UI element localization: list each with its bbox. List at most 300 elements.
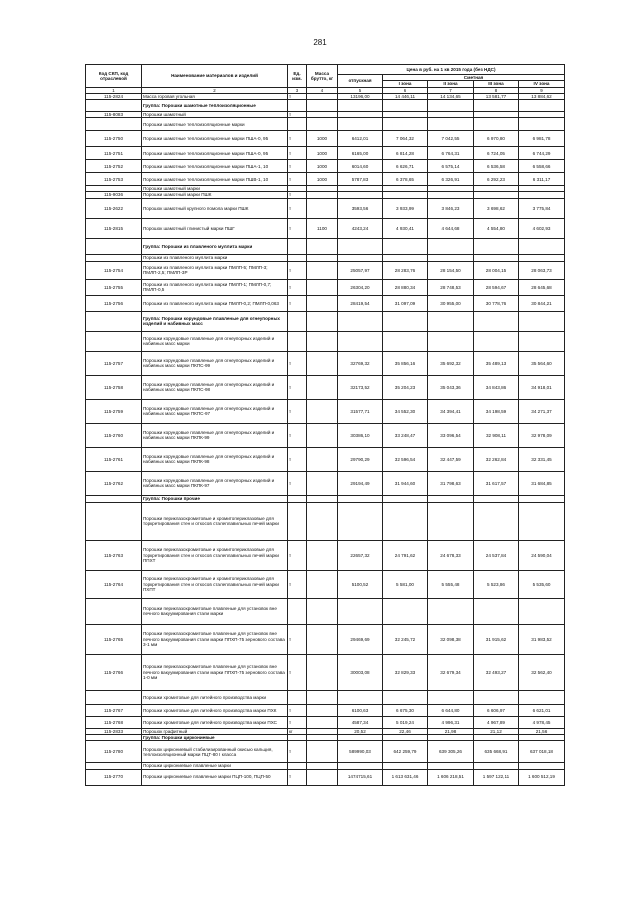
header-unit: Ед. изм. <box>288 65 307 88</box>
price-zone-4: 6 311,17 <box>519 173 565 186</box>
price-release: 26304,20 <box>338 279 383 295</box>
item-code <box>86 495 142 502</box>
item-name: Порошки из плавленого муллита марки <box>142 254 288 261</box>
price-zone-4: 34 918,01 <box>519 375 565 399</box>
item-unit: т <box>288 192 307 198</box>
item-code <box>86 311 142 331</box>
price-zone-4 <box>519 331 565 351</box>
item-code: 115-2753 <box>86 173 142 186</box>
header-name: Наименование материалов и изделий <box>142 65 288 88</box>
item-unit: т <box>288 198 307 218</box>
price-zone-2: 28 154,50 <box>428 261 474 279</box>
price-zone-2 <box>428 502 474 540</box>
item-name: Порошки хромитовые для литейного производства марки ПХК <box>142 704 288 716</box>
price-zone-3: 4 967,89 <box>474 716 519 728</box>
item-name: Порошки периклазохромитовые плавленые для установок вне печного вакуумирования стали марки ППХП-75 зернового состава 1-0 мм <box>142 654 288 690</box>
price-zone-3: 6 606,97 <box>474 704 519 716</box>
table-row <box>86 769 565 785</box>
price-zone-1: 22,46 <box>383 728 428 734</box>
price-release: 20,52 <box>338 728 383 734</box>
item-name: Порошок графитный <box>142 728 288 734</box>
price-zone-4: 5 535,60 <box>519 570 565 598</box>
price-zone-4: 6 621,01 <box>519 704 565 716</box>
item-mass <box>307 741 338 763</box>
table-row <box>86 654 565 690</box>
item-code: 115-2755 <box>86 279 142 295</box>
price-zone-2: 14 134,65 <box>428 93 474 99</box>
item-mass <box>307 471 338 495</box>
item-mass: 1000 <box>307 173 338 186</box>
table-row <box>86 447 565 471</box>
col-index: 2 <box>142 87 288 93</box>
group-row <box>86 238 565 254</box>
price-zone-3: 13 581,77 <box>474 93 519 99</box>
price-zone-3: 35 489,13 <box>474 351 519 375</box>
price-zone-1: 4 930,41 <box>383 218 428 238</box>
price-zone-4: 3 775,84 <box>519 198 565 218</box>
col-index: 4 <box>307 87 338 93</box>
item-code: 115-2768 <box>86 716 142 728</box>
price-zone-4 <box>519 118 565 131</box>
item-unit: т <box>288 147 307 160</box>
item-code <box>86 238 142 254</box>
price-zone-1: 6 626,71 <box>383 160 428 173</box>
item-mass <box>307 99 338 111</box>
item-code: 115-2756 <box>86 295 142 311</box>
price-zone-3: 6 724,05 <box>474 147 519 160</box>
price-zone-3: 34 843,86 <box>474 375 519 399</box>
price-zone-4 <box>519 99 565 111</box>
price-zone-4 <box>519 254 565 261</box>
table-row <box>86 716 565 728</box>
price-zone-4: 21,56 <box>519 728 565 734</box>
group-row <box>86 99 565 111</box>
price-release <box>338 598 383 624</box>
price-zone-2 <box>428 254 474 261</box>
item-name: Порошки корундовые плавленые для огнеупорных изделий и набивных масс марки ПКПС-99 <box>142 351 288 375</box>
item-unit <box>288 99 307 111</box>
item-mass <box>307 198 338 218</box>
col-index: 7 <box>428 87 474 93</box>
item-name: Порошки корундовые плавленые для огнеупорных изделий и набивных масс марки ПКПК-98 <box>142 447 288 471</box>
item-code: 115-2752 <box>86 160 142 173</box>
item-unit: т <box>288 704 307 716</box>
price-zone-3 <box>474 99 519 111</box>
item-name: Группа: Порошки из плавленого муллита марки <box>142 238 288 254</box>
group-row <box>86 495 565 502</box>
price-zone-1 <box>383 598 428 624</box>
header-zone-2: II зона <box>428 81 474 87</box>
price-zone-2: 34 394,41 <box>428 399 474 423</box>
price-zone-3 <box>474 495 519 502</box>
item-name: Порошки шамотные теплоизоляционные марки ПША-1, 10 <box>142 160 288 173</box>
item-name: Порошки корундовые плавленые для огнеупорных изделий и набивных масс марки ПКПС-97 <box>142 399 288 423</box>
item-mass <box>307 238 338 254</box>
item-unit <box>288 502 307 540</box>
price-zone-1: 32 245,72 <box>383 624 428 654</box>
item-name: Порошки из плавленого муллита марки ПМЛП-1; ПМЛП-0,7; ПМЛП-0,5 <box>142 279 288 295</box>
price-zone-4: 4 978,45 <box>519 716 565 728</box>
item-unit: т <box>288 261 307 279</box>
price-zone-2: 30 955,00 <box>428 295 474 311</box>
item-unit <box>288 118 307 131</box>
item-name: Группа: Порошки циркониевые <box>142 735 288 741</box>
item-name: Порошки шамотные теплоизоляционные марки ПША-0, 95 <box>142 147 288 160</box>
item-name: Масса горовая угольная <box>142 93 288 99</box>
col-index: 5 <box>338 87 383 93</box>
item-code: 115-2757 <box>86 351 142 375</box>
item-name: Порошки корундовые плавленые для огнеупорных изделий и набивных масс марки <box>142 331 288 351</box>
item-name: Порошки шамотные теплоизоляционные марки ПША-0, 95 <box>142 131 288 147</box>
item-unit: т <box>288 471 307 495</box>
table-row <box>86 261 565 279</box>
item-code <box>86 502 142 540</box>
item-code: 115-2764 <box>86 570 142 598</box>
item-code: 115-2622 <box>86 198 142 218</box>
price-zone-3: 32 908,11 <box>474 423 519 447</box>
price-zone-2 <box>428 311 474 331</box>
table-row <box>86 173 565 186</box>
item-mass <box>307 254 338 261</box>
price-zone-2: 1 606 218,51 <box>428 769 474 785</box>
item-unit <box>288 690 307 704</box>
price-zone-2: 6 326,91 <box>428 173 474 186</box>
table-row <box>86 399 565 423</box>
price-zone-3 <box>474 311 519 331</box>
item-unit: т <box>288 624 307 654</box>
table-row <box>86 295 565 311</box>
price-zone-2 <box>428 99 474 111</box>
item-name: Группа: Порошки прочие <box>142 495 288 502</box>
price-zone-1: 32 829,33 <box>383 654 428 690</box>
price-zone-3 <box>474 331 519 351</box>
item-unit <box>288 311 307 331</box>
price-release: 13196,00 <box>338 93 383 99</box>
price-zone-1: 31 944,60 <box>383 471 428 495</box>
table-row <box>86 351 565 375</box>
col-index: 6 <box>383 87 428 93</box>
table-row <box>86 198 565 218</box>
price-zone-1 <box>383 502 428 540</box>
item-name: Порошки шамотный марки <box>142 186 288 192</box>
price-zone-2 <box>428 331 474 351</box>
item-unit: т <box>288 769 307 785</box>
table-row <box>86 741 565 763</box>
price-zone-2: 32 098,38 <box>428 624 474 654</box>
price-zone-4: 6 558,66 <box>519 160 565 173</box>
item-mass: 1000 <box>307 160 338 173</box>
price-release: 5100,52 <box>338 570 383 598</box>
price-release: 29194,49 <box>338 471 383 495</box>
item-name: Группа: Порошки корундовые плавленые для огнеупорных изделий и набивных масс <box>142 311 288 331</box>
item-unit <box>288 238 307 254</box>
price-zone-4 <box>519 495 565 502</box>
price-zone-3: 24 537,84 <box>474 540 519 570</box>
item-mass <box>307 331 338 351</box>
price-zone-3: 28 004,15 <box>474 261 519 279</box>
item-mass <box>307 704 338 716</box>
item-mass: 1100 <box>307 218 338 238</box>
table-row <box>86 131 565 147</box>
table-row <box>86 331 565 351</box>
item-code: 115-2765 <box>86 624 142 654</box>
item-unit <box>288 495 307 502</box>
item-mass <box>307 495 338 502</box>
item-name: Порошки корундовые плавленые для огнеупорных изделий и набивных масс марки ПКПК-97 <box>142 471 288 495</box>
item-code: 115-2815 <box>86 218 142 238</box>
table-row <box>86 118 565 131</box>
price-release: 4587,34 <box>338 716 383 728</box>
item-code <box>86 690 142 704</box>
price-release <box>338 495 383 502</box>
price-release: 28419,54 <box>338 295 383 311</box>
item-name: Порошки корундовые плавленые для огнеупорных изделий и набивных масс марки ПКПС-98 <box>142 375 288 399</box>
item-name: Порошки хромитовые для литейного производства марки ПХС <box>142 716 288 728</box>
item-name: Порошок шамотный крупного помола марки ПШК <box>142 198 288 218</box>
item-name: Порошки шамотный марки ПШК <box>142 192 288 198</box>
price-zone-1: 28 880,34 <box>383 279 428 295</box>
price-zone-3 <box>474 598 519 624</box>
price-zone-4: 24 590,04 <box>519 540 565 570</box>
table-row <box>86 423 565 447</box>
price-release: 1474715,61 <box>338 769 383 785</box>
price-zone-4: 6 744,29 <box>519 147 565 160</box>
table-row <box>86 254 565 261</box>
item-unit: кг <box>288 728 307 734</box>
price-release <box>338 690 383 704</box>
price-zone-2: 3 846,23 <box>428 198 474 218</box>
price-zone-4 <box>519 502 565 540</box>
item-code: 115-2824 <box>86 93 142 99</box>
price-zone-4: 32 562,40 <box>519 654 565 690</box>
item-name: Порошки шамотные теплоизоляционные марки ПШВ-1, 10 <box>142 173 288 186</box>
price-zone-3 <box>474 502 519 540</box>
item-unit: т <box>288 375 307 399</box>
price-zone-3: 34 198,59 <box>474 399 519 423</box>
price-release: 5787,83 <box>338 173 383 186</box>
price-zone-1: 14 446,11 <box>383 93 428 99</box>
header-zone-3: III зона <box>474 81 519 87</box>
price-zone-3 <box>474 254 519 261</box>
table-row <box>86 279 565 295</box>
price-zone-2: 4 996,31 <box>428 716 474 728</box>
price-zone-1: 35 856,16 <box>383 351 428 375</box>
price-zone-4 <box>519 238 565 254</box>
price-zone-1 <box>383 99 428 111</box>
header-price-title: Цена в руб. на 1 кв 2015 года (без НДС) <box>338 65 565 75</box>
item-code: 115-2767 <box>86 704 142 716</box>
item-unit: т <box>288 351 307 375</box>
header-estimate: Сметная <box>383 75 565 81</box>
table-row <box>86 502 565 540</box>
price-zone-2: 6 764,31 <box>428 147 474 160</box>
header-code: Код СКП, код отраслевой <box>86 65 142 88</box>
price-release <box>338 99 383 111</box>
price-zone-4 <box>519 598 565 624</box>
table-row <box>86 471 565 495</box>
price-zone-1: 31 097,09 <box>383 295 428 311</box>
item-mass: 1000 <box>307 131 338 147</box>
col-index: 1 <box>86 87 142 93</box>
price-zone-3: 635 668,91 <box>474 741 519 763</box>
price-zone-1: 6 378,65 <box>383 173 428 186</box>
item-mass <box>307 118 338 131</box>
price-zone-2 <box>428 495 474 502</box>
table-row <box>86 624 565 654</box>
table-row <box>86 375 565 399</box>
item-name: Порошки из плавленого муллита марки ПМЛП-0,2; ПМЛП-0,063 <box>142 295 288 311</box>
item-mass: 1000 <box>307 147 338 160</box>
price-zone-2 <box>428 690 474 704</box>
item-name: Порошки шамотный <box>142 111 288 117</box>
item-name: Порошки периклазохромитовые и хромитопериклазовые для торкретирования стен и откосов сталеплавильных печей марки ПХПТ <box>142 570 288 598</box>
price-zone-1 <box>383 311 428 331</box>
item-code <box>86 331 142 351</box>
item-name: Порошки периклазохромитовые плавленые для установок вне печного вакуумирования стали марки <box>142 598 288 624</box>
price-zone-4: 32 331,45 <box>519 447 565 471</box>
item-unit: т <box>288 93 307 99</box>
table-row <box>86 160 565 173</box>
price-release <box>338 238 383 254</box>
item-unit: т <box>288 540 307 570</box>
price-table <box>85 64 565 786</box>
item-mass <box>307 279 338 295</box>
item-name: Порошки циркониевые плавленые марки <box>142 763 288 769</box>
item-code: 115-2750 <box>86 131 142 147</box>
header-mass: Масса брутто, кг <box>307 65 338 88</box>
price-zone-4: 637 018,18 <box>519 741 565 763</box>
item-mass <box>307 423 338 447</box>
price-zone-3: 3 698,62 <box>474 198 519 218</box>
item-unit: т <box>288 399 307 423</box>
item-mass <box>307 690 338 704</box>
price-zone-2: 6 644,80 <box>428 704 474 716</box>
header-release: отпускная <box>338 75 383 88</box>
item-code: 115-2766 <box>86 654 142 690</box>
item-mass <box>307 351 338 375</box>
price-release <box>338 502 383 540</box>
item-unit: т <box>288 160 307 173</box>
item-unit: т <box>288 741 307 763</box>
price-zone-1 <box>383 118 428 131</box>
header-zone-4: IV зона <box>519 81 565 87</box>
item-name: Порошки циркониевые плавленые марки ПЦП-100, ПЦП-50 <box>142 769 288 785</box>
table-row <box>86 540 565 570</box>
price-release: 32769,32 <box>338 351 383 375</box>
item-mass <box>307 311 338 331</box>
item-unit: т <box>288 295 307 311</box>
price-zone-1: 7 064,32 <box>383 131 428 147</box>
price-zone-1: 33 248,47 <box>383 423 428 447</box>
price-zone-3 <box>474 118 519 131</box>
price-zone-2: 7 042,55 <box>428 131 474 147</box>
item-unit: т <box>288 716 307 728</box>
item-code: 115-9036 <box>86 192 142 198</box>
item-code: 115-2754 <box>86 261 142 279</box>
price-zone-1 <box>383 238 428 254</box>
price-zone-2: 33 096,54 <box>428 423 474 447</box>
price-zone-3: 6 970,80 <box>474 131 519 147</box>
item-name: Порошки периклазохромитовые и хромитопериклазовые для торкретирования стен и откосов сталеплавильных печей марки <box>142 502 288 540</box>
item-code: 115-2759 <box>86 399 142 423</box>
price-zone-3: 6 536,58 <box>474 160 519 173</box>
price-zone-3: 4 554,80 <box>474 218 519 238</box>
price-zone-1: 24 791,62 <box>383 540 428 570</box>
item-mass <box>307 540 338 570</box>
price-zone-2: 5 555,48 <box>428 570 474 598</box>
price-zone-4: 35 564,60 <box>519 351 565 375</box>
item-name: Порошки периклазохромитовые и хромитопериклазовые для торкретирования стен и откосов сталеплавильных печей марки ППХТ <box>142 540 288 570</box>
price-zone-3: 32 262,84 <box>474 447 519 471</box>
item-code: 115-2761 <box>86 447 142 471</box>
price-zone-1: 5 581,00 <box>383 570 428 598</box>
price-release: 22657,32 <box>338 540 383 570</box>
page-number: 281 <box>313 38 327 47</box>
price-zone-2: 6 575,14 <box>428 160 474 173</box>
table-row <box>86 598 565 624</box>
table-row <box>86 690 565 704</box>
price-release: 6412,01 <box>338 131 383 147</box>
price-zone-3: 1 597 122,11 <box>474 769 519 785</box>
price-release <box>338 254 383 261</box>
price-zone-1: 3 933,99 <box>383 198 428 218</box>
item-name: Порошки хромитовые для литейного производства марки <box>142 690 288 704</box>
item-code: 115-2763 <box>86 540 142 570</box>
price-zone-3: 31 915,62 <box>474 624 519 654</box>
header-zone-1: I зона <box>383 81 428 87</box>
price-zone-1: 1 613 631,46 <box>383 769 428 785</box>
price-zone-4: 13 884,62 <box>519 93 565 99</box>
item-mass <box>307 375 338 399</box>
item-code <box>86 598 142 624</box>
item-code: 115-2758 <box>86 375 142 399</box>
price-zone-3: 21,12 <box>474 728 519 734</box>
price-zone-2: 32 447,59 <box>428 447 474 471</box>
price-zone-1: 6 675,30 <box>383 704 428 716</box>
price-zone-2 <box>428 238 474 254</box>
price-release: 30003,08 <box>338 654 383 690</box>
item-code: 115-2780 <box>86 741 142 763</box>
price-zone-4 <box>519 311 565 331</box>
item-unit: т <box>288 173 307 186</box>
item-mass <box>307 502 338 540</box>
price-zone-2 <box>428 118 474 131</box>
item-mass <box>307 570 338 598</box>
price-release: 6014,60 <box>338 160 383 173</box>
price-zone-1: 642 259,79 <box>383 741 428 763</box>
table-row <box>86 704 565 716</box>
price-zone-1: 6 814,28 <box>383 147 428 160</box>
item-mass <box>307 295 338 311</box>
price-zone-1 <box>383 331 428 351</box>
item-code: 115-2751 <box>86 147 142 160</box>
table-row <box>86 218 565 238</box>
price-release: 32173,52 <box>338 375 383 399</box>
price-release: 6165,00 <box>338 147 383 160</box>
item-code: 115-2762 <box>86 471 142 495</box>
col-index: 9 <box>519 87 565 93</box>
item-code: 115-8083 <box>86 111 142 117</box>
item-unit: т <box>288 447 307 471</box>
item-unit: т <box>288 570 307 598</box>
price-zone-4: 32 978,09 <box>519 423 565 447</box>
price-zone-2: 639 305,26 <box>428 741 474 763</box>
price-zone-1 <box>383 254 428 261</box>
price-release: 3593,56 <box>338 198 383 218</box>
price-zone-3: 31 617,57 <box>474 471 519 495</box>
table-row <box>86 147 565 160</box>
price-zone-3: 5 523,86 <box>474 570 519 598</box>
